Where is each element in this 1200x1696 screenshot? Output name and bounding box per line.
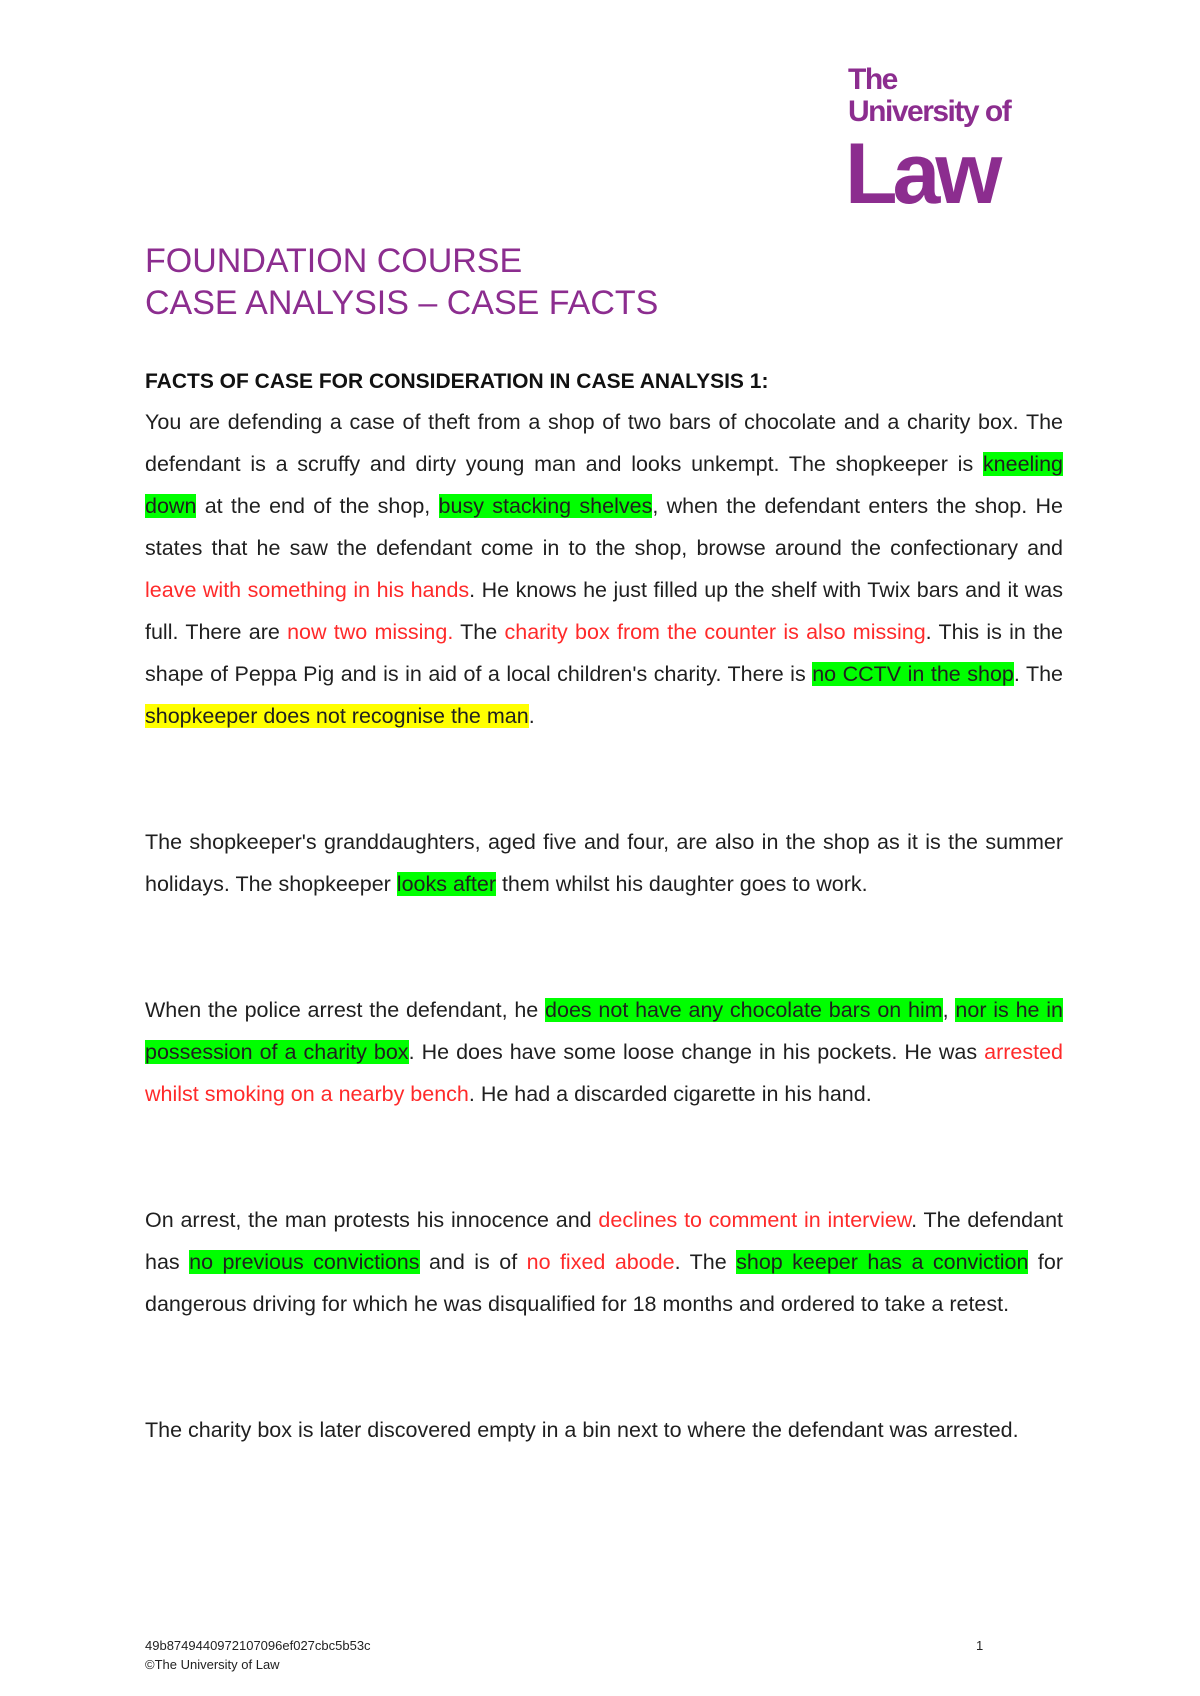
logo-text-law: Law [845, 126, 998, 222]
highlight-green: looks after [396, 872, 496, 896]
highlight-yellow: shopkeeper does not recognise the man [145, 704, 529, 728]
text-run: and is of [419, 1250, 527, 1274]
text-run: The charity box is later discovered empty in a bin next to where the defendant was arrested. [145, 1418, 1019, 1442]
highlight-green: busy stacking shelves [438, 494, 653, 518]
text-run: On arrest, the man protests his innocence and [145, 1208, 599, 1232]
red-text: no fixed abode [526, 1250, 675, 1274]
text-run: . The defendant has [145, 1208, 1063, 1274]
text-run: You are defending a case of theft from a shop of two bars of chocolate and a charity box. The defendant is a scruffy and dirty young man and looks unkempt. The shopkeeper is [145, 410, 1063, 476]
red-text: now two missing. [287, 620, 454, 644]
section-heading: FACTS OF CASE FOR CONSIDERATION IN CASE ANALYSIS 1: [145, 370, 769, 393]
text-run: . He does have some loose change in his pockets. He was [408, 1040, 985, 1064]
paragraph-5 [145, 1409, 1063, 1451]
text-run: them whilst his daughter goes to work. [495, 872, 868, 896]
text-run: at the end of the shop, [196, 494, 439, 518]
text-run: for dangerous driving for which he was disqualified for 18 months and ordered to take a retest. [145, 1250, 1063, 1316]
text-run: , when the defendant enters the shop. He states that he saw the defendant come in to the shop, browse around the confectionary and [145, 494, 1063, 560]
highlight-green: no CCTV in the shop [812, 662, 1014, 686]
text-run: . The [1013, 662, 1063, 686]
text-run: . [528, 704, 535, 728]
text-run: . He had a discarded cigarette in his hand. [468, 1082, 872, 1106]
red-text: arrested whilst smoking on a nearby bench [145, 1040, 1063, 1106]
red-text: leave with something in his hands [145, 578, 470, 602]
footer-document-id: 49b8749440972107096ef027cbc5b53c [145, 1638, 371, 1653]
highlight-green: kneeling down [145, 452, 1063, 518]
highlight-green: nor is he in possession of a charity box [145, 998, 1063, 1064]
footer-copyright: ©The University of Law [145, 1657, 280, 1672]
paragraph-3 [145, 989, 1063, 1115]
paragraph-1 [145, 401, 1063, 737]
red-text: declines to comment in interview [598, 1208, 912, 1232]
text-run: , [942, 998, 956, 1022]
page-title-line-1: FOUNDATION COURSE [145, 242, 523, 280]
page-title-line-2: CASE ANALYSIS – CASE FACTS [145, 284, 659, 322]
text-run: . The [674, 1250, 737, 1274]
highlight-green: no previous convictions [189, 1250, 420, 1274]
text-run: The [453, 620, 505, 644]
highlight-green: does not have any chocolate bars on him [545, 998, 943, 1022]
paragraph-2 [145, 821, 1063, 905]
text-run: . He knows he just filled up the shelf with Twix bars and it was full. There are [145, 578, 1064, 644]
text-run: . This is in the shape of Peppa Pig and is in aid of a local children's charity. There is [145, 620, 1064, 686]
highlight-green: shop keeper has a conviction [736, 1250, 1029, 1274]
text-run: The shopkeeper's granddaughters, aged five and four, are also in the shop as it is the summer holidays. The shopkeeper [145, 830, 1063, 896]
footer-page-number: 1 [976, 1638, 984, 1653]
university-logo [845, 63, 1048, 222]
paragraph-4 [145, 1199, 1063, 1325]
text-run: When the police arrest the defendant, he [145, 998, 546, 1022]
logo-text-the: The [848, 63, 897, 96]
red-text: charity box from the counter is also missing [504, 620, 926, 644]
logo-text-university-of: University of [848, 95, 1011, 128]
